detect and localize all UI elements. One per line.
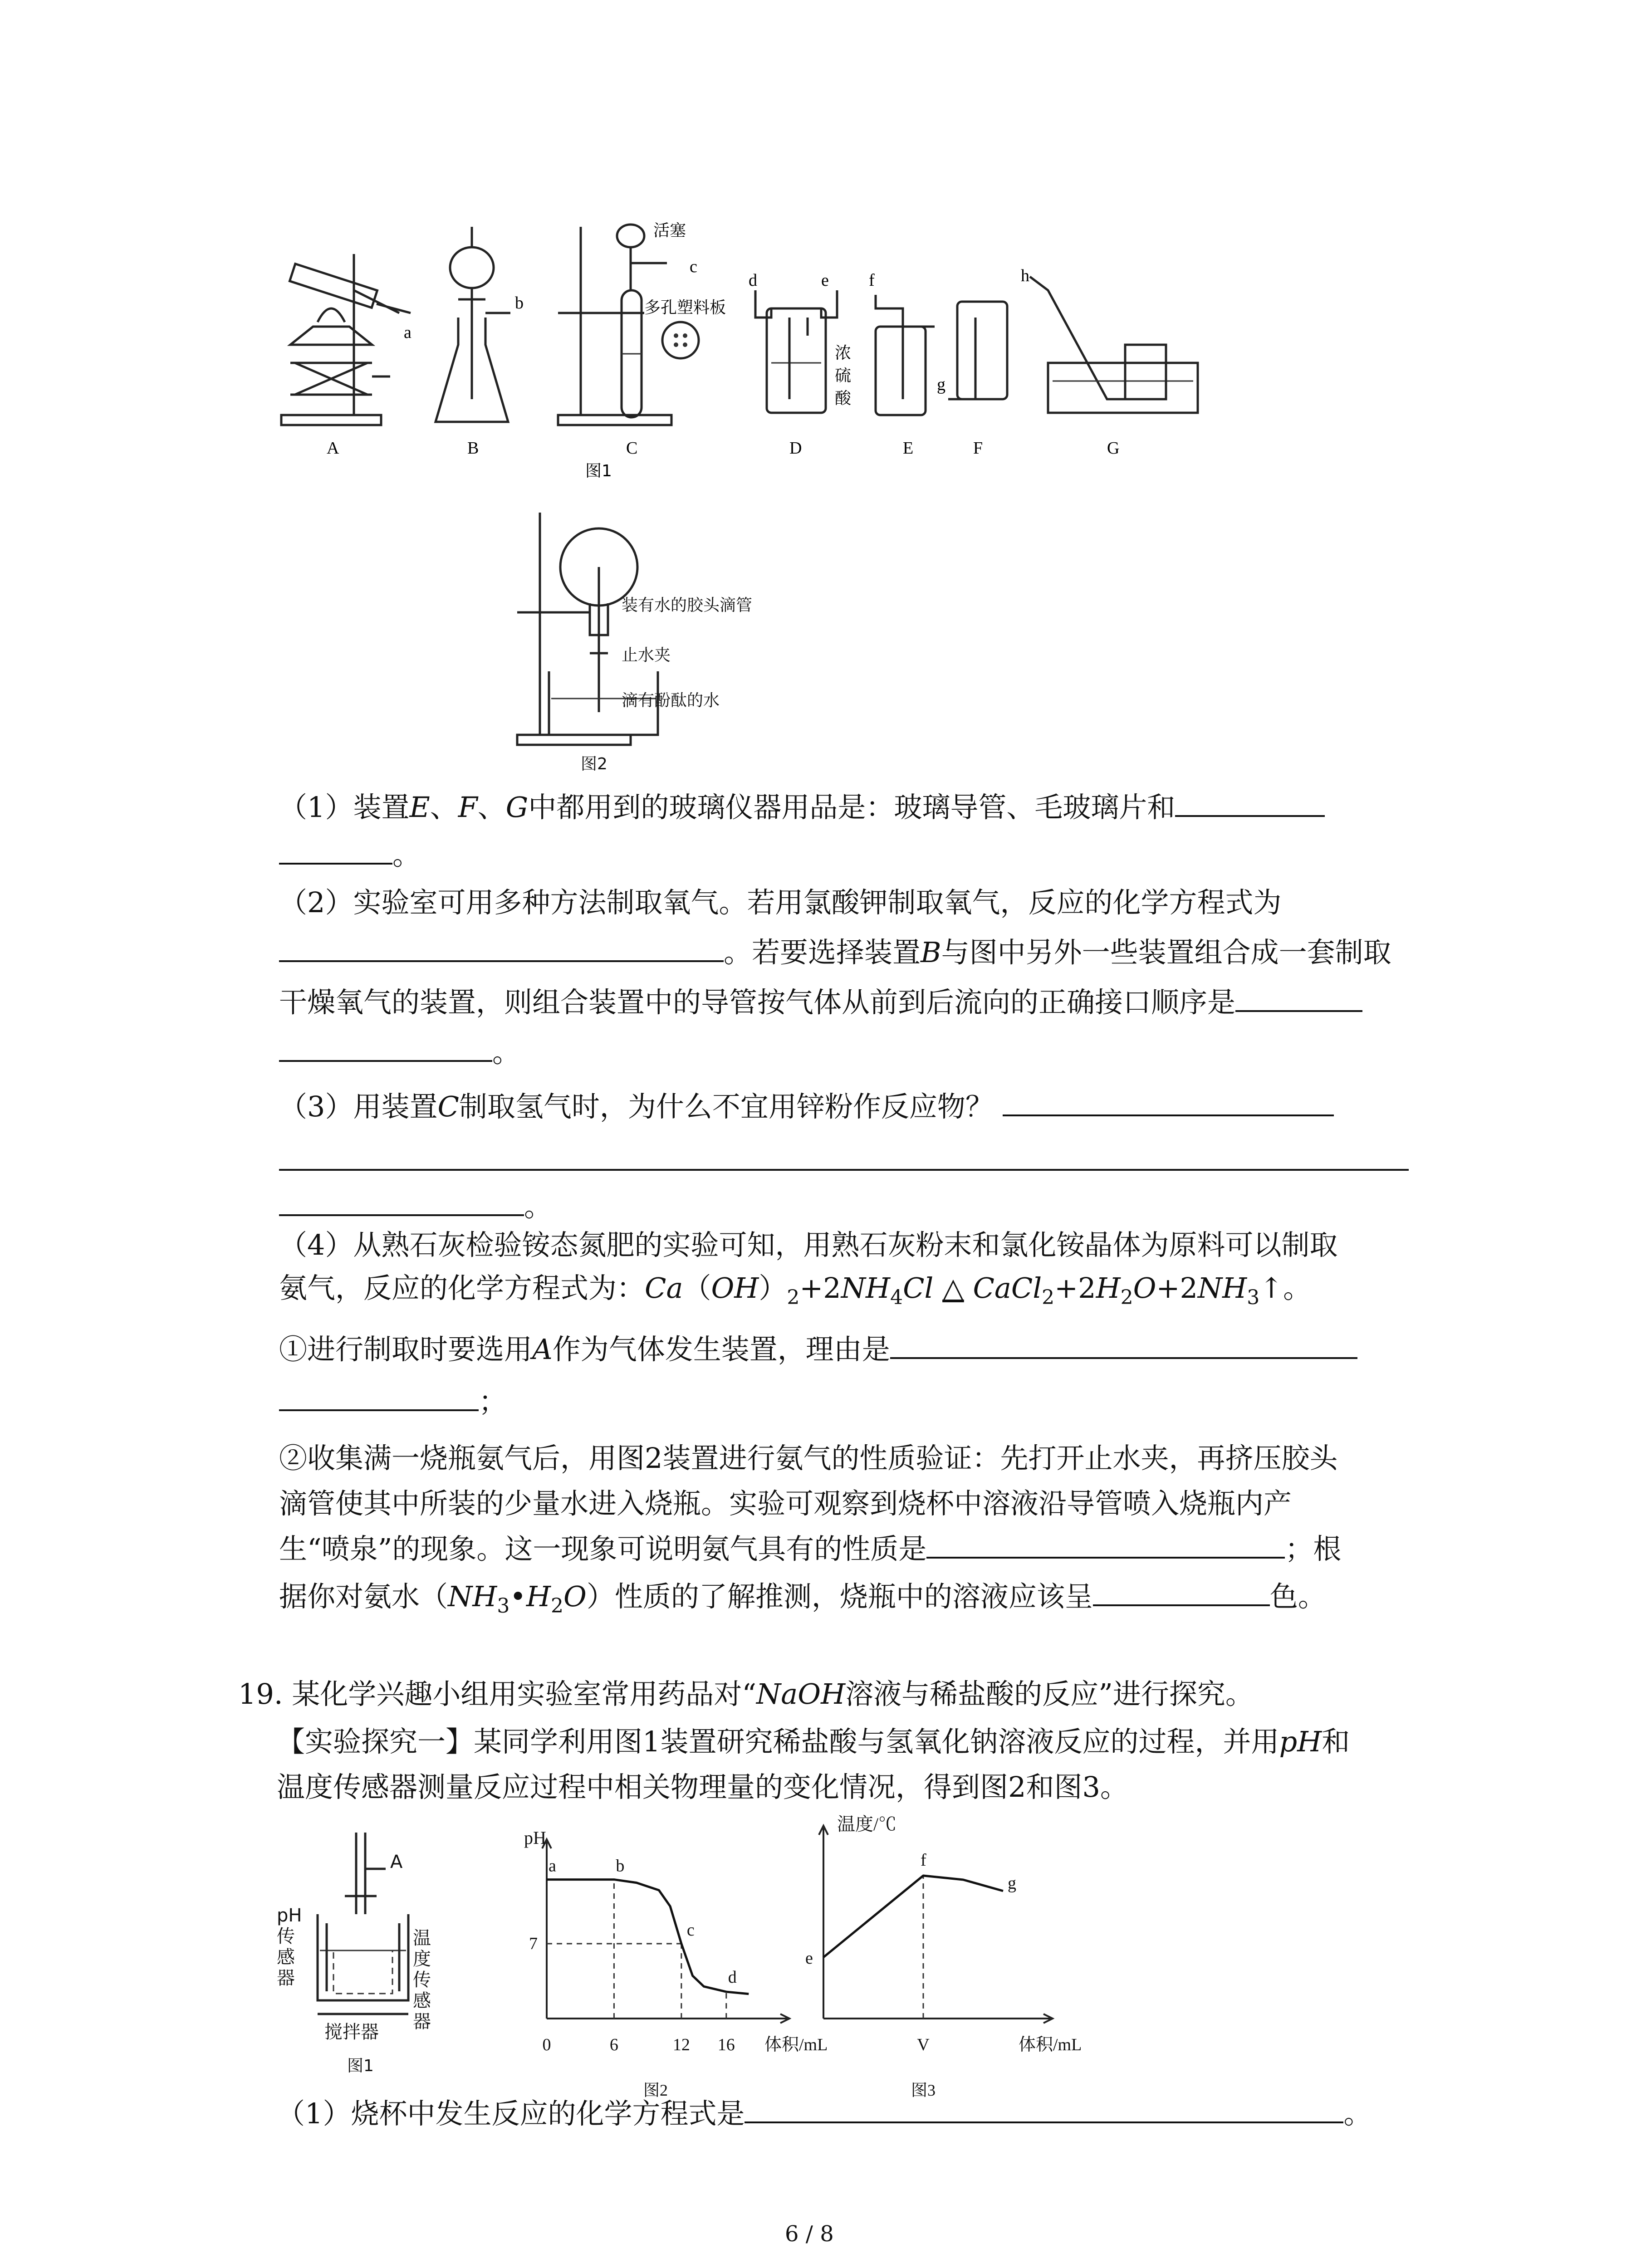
point-label-b: b bbox=[616, 1856, 625, 1876]
q18-p1-cont: 。 bbox=[279, 835, 421, 875]
label-dropper: 装有水的胶头滴管 bbox=[622, 596, 753, 615]
x-tick-label: V bbox=[917, 2035, 930, 2054]
q18-p2-l2: 。若要选择装置B与图中另外一些装置组合成一套制取 bbox=[279, 932, 1391, 973]
point-label-d: d bbox=[728, 1968, 737, 1987]
point-label-e: e bbox=[805, 1949, 813, 1968]
q18-p4-sub2-l1: ②收集满一烧瓶氨气后，用图2装置进行氨气的性质验证：先打开止水夹，再挤压胶头 bbox=[279, 1442, 1338, 1475]
point-label-f: f bbox=[921, 1851, 926, 1870]
letter-A: A bbox=[327, 439, 339, 458]
x-tick-label: 16 bbox=[717, 2035, 735, 2054]
port-f: f bbox=[869, 271, 875, 290]
q18-p4-sub1-cont: ； bbox=[279, 1381, 507, 1422]
y-axis-label: 温度/℃ bbox=[837, 1814, 897, 1834]
q18-p2-l4: 。 bbox=[279, 1032, 520, 1073]
y-axis-label: pH bbox=[524, 1828, 546, 1848]
q18-p4-sub2-l4: 据你对氨水$(NH_3•H_2O)$性质的了解推测，烧瓶中的溶液应该呈 色。 bbox=[279, 1576, 1326, 1627]
temperature-curve bbox=[823, 1876, 1003, 1957]
letter-C: C bbox=[626, 439, 638, 458]
label-acid: 浓 bbox=[835, 344, 852, 362]
q18-p3: （3）用装置C制取氢气时，为什么不宜用锌粉作反应物？ bbox=[279, 1086, 1334, 1127]
x-tick-label: 0 bbox=[542, 2035, 551, 2054]
q18-p1: （1）装置E、F、G中都用到的玻璃仪器用品是：玻璃导管、毛玻璃片和 bbox=[279, 787, 1325, 828]
q18-p4-sub2-l2: 滴管使其中所装的少量水进入烧瓶。实验可观察到烧杯中溶液沿导管喷入烧瓶内产 bbox=[279, 1487, 1292, 1520]
label-valve: 活塞 bbox=[653, 221, 686, 240]
y-tick-label: 7 bbox=[529, 1934, 538, 1953]
q19-part1-l2: 温度传感器测量反应过程中相关物理量的变化情况，得到图2和图3。 bbox=[277, 1770, 1128, 1804]
label-acid2: 硫 bbox=[835, 367, 852, 385]
letter-G: G bbox=[1107, 439, 1120, 458]
page-number: 6 / 8 bbox=[785, 2221, 834, 2247]
q18-p2-l3: 干燥氧气的装置，则组合装置中的导管按气体从前到后流向的正确接口顺序是 bbox=[279, 982, 1362, 1023]
port-d: d bbox=[749, 271, 757, 290]
label-acid3: 酸 bbox=[835, 389, 852, 408]
label-clamp: 止水夹 bbox=[622, 646, 671, 665]
port-a: a bbox=[404, 323, 411, 342]
point-label-a: a bbox=[549, 1856, 556, 1876]
x-axis-label: 体积/mL bbox=[1019, 2035, 1082, 2054]
port-b: b bbox=[515, 293, 524, 313]
chart-caption: 图3 bbox=[911, 2081, 936, 2099]
label-water: 滴有酚酞的水 bbox=[622, 691, 720, 710]
q18-p4-l1: （4）从熟石灰检验铵态氮肥的实验可知，用熟石灰粉末和氯化铵晶体为原料可以制取 bbox=[279, 1228, 1338, 1261]
q19-fig1-stirrer: 搅拌器 bbox=[324, 2022, 379, 2043]
port-g: g bbox=[937, 375, 945, 394]
q18-p3-end: 。 bbox=[279, 1186, 552, 1227]
q19-part1: 【实验探究一】某同学利用图1装置研究稀盐酸与氢氧化钠溶液反应的过程，并用pH和 bbox=[277, 1725, 1350, 1758]
q19-fig1-caption: 图1 bbox=[347, 2057, 374, 2075]
letter-F: F bbox=[973, 439, 983, 458]
port-h: h bbox=[1021, 266, 1029, 285]
port-e: e bbox=[821, 271, 829, 290]
x-tick-label: 6 bbox=[609, 2035, 618, 2054]
letter-D: D bbox=[789, 439, 802, 458]
q19-fig1-ph-sensor: pH传感器 bbox=[277, 1905, 302, 1989]
x-tick-label: 12 bbox=[672, 2035, 690, 2054]
q18-p2-l1: （2）实验室可用多种方法制取氧气。若用氯酸钾制取氧气，反应的化学方程式为 bbox=[279, 886, 1282, 919]
q19-fig1-A: A bbox=[390, 1852, 403, 1872]
port-c: c bbox=[690, 257, 697, 276]
figure2-caption: 图2 bbox=[581, 755, 607, 773]
label-board: 多孔塑料板 bbox=[644, 298, 726, 317]
point-label-g: g bbox=[1008, 1873, 1016, 1893]
q18-p4-l2: 氨气，反应的化学方程式为：$Ca(OH)_2+2NH_4Cl$ △ $CaCl_2+2H_2O+2NH_3↑$。 bbox=[279, 1271, 1312, 1309]
q19-intro: 19. 某化学兴趣小组用实验室常用药品对“NaOH溶液与稀盐酸的反应”进行探究。 bbox=[238, 1677, 1254, 1711]
answer-blank[interactable] bbox=[745, 2093, 1343, 2123]
q19-q1: （1）烧杯中发生反应的化学方程式是 。 bbox=[277, 2093, 1372, 2134]
x-axis-label: 体积/mL bbox=[764, 2035, 828, 2054]
q18-p4-sub2-l3: 生“喷泉”的现象。这一现象可说明氨气具有的性质是 ；根 bbox=[279, 1529, 1341, 1569]
point-label-c: c bbox=[686, 1921, 695, 1940]
letter-E: E bbox=[903, 439, 914, 458]
q18-p4-sub1: ①进行制取时要选用A作为气体发生装置，理由是 bbox=[279, 1329, 1357, 1370]
q19-fig1-temp-sensor: 温度传感器 bbox=[413, 1928, 431, 2032]
figure1-caption: 图1 bbox=[585, 462, 612, 480]
letter-B: B bbox=[467, 439, 479, 458]
chart-caption: 图2 bbox=[643, 2081, 668, 2099]
